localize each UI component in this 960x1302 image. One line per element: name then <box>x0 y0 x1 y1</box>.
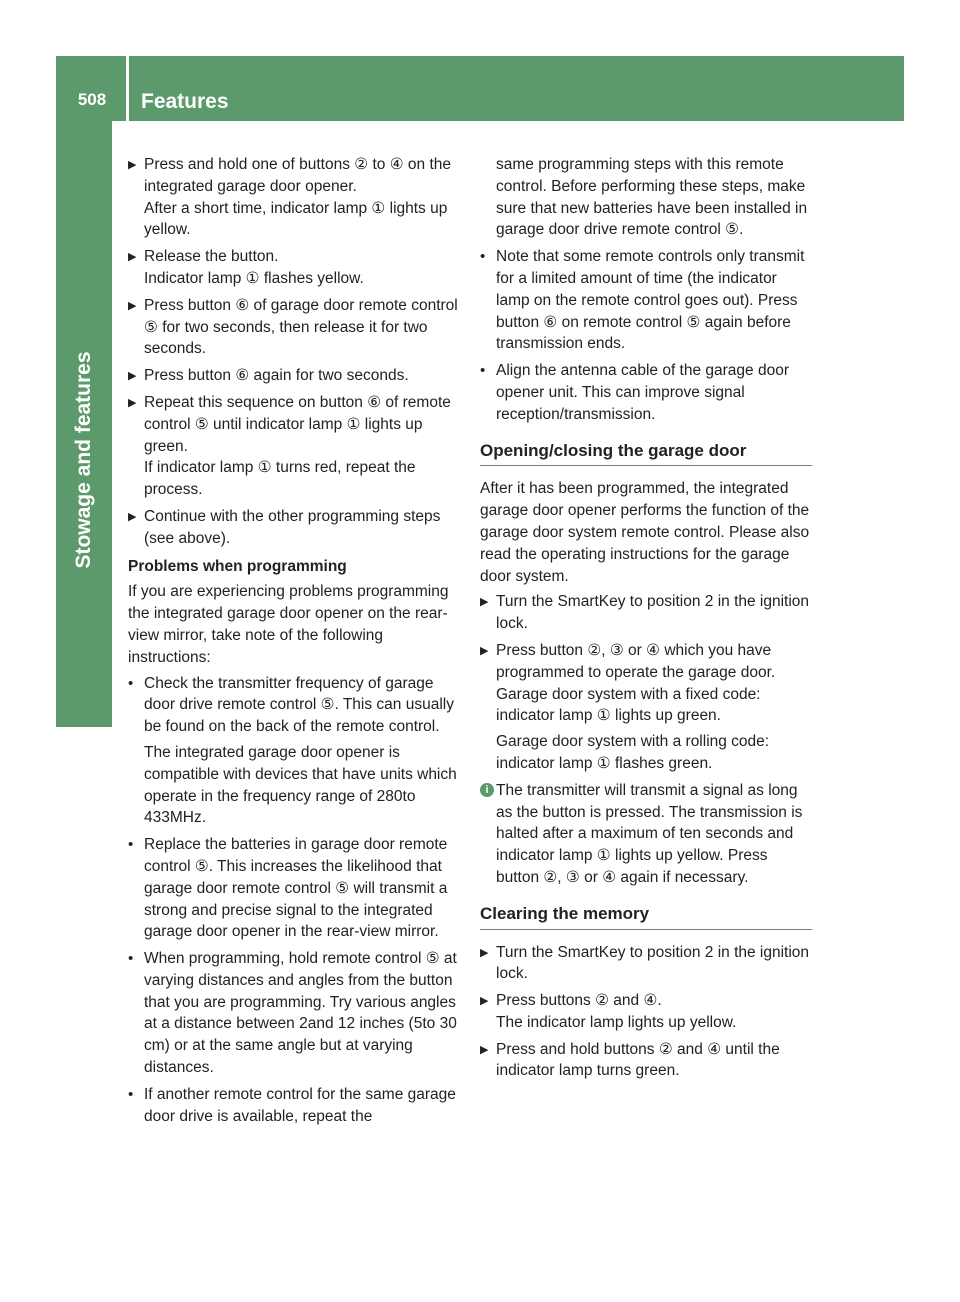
arrow-icon: ▶ <box>128 251 137 264</box>
bullet-item: • Check the transmitter frequency of garage door drive remote control ⑤. This can usually be found on the back of the remote control. The integrated garage door opener is compatible with devices that have units which operate in the frequency range of 280to 433MHz. <box>128 674 457 827</box>
step-item: ▶ Turn the SmartKey to position 2 in the ignition lock. <box>480 943 810 983</box>
info-icon: i <box>480 783 494 797</box>
bullet-item: • Replace the batteries in garage door remote control ⑤. This increases the likelihood that garage door remote control ⑤ will transmit a strong and precise signal to the integrated garage door opener in the rear-view mirror. <box>128 836 448 941</box>
problems-list <box>128 673 460 1128</box>
side-tab-label: Stowage and features <box>72 351 95 569</box>
bullet-item: • Align the antenna cable of the garage door opener unit. This can improve signal reception/transmission. <box>480 362 790 423</box>
bullet-icon: • <box>480 362 486 380</box>
bullet-item-continued: same programming steps with this remote control. Before performing these steps, make sure that new batteries have been installed in garage door drive remote control ⑤. <box>496 156 808 239</box>
bullet-item: • If another remote control for the same garage door drive is available, repeat the <box>128 1085 456 1125</box>
right-column <box>480 154 812 1087</box>
step-item: ▶ Press and hold buttons ② and ④ until the indicator lamp turns green. <box>480 1040 780 1080</box>
bullet-icon: • <box>480 248 486 266</box>
clearing-heading: Clearing the memory <box>480 903 812 930</box>
header-divider <box>126 56 129 121</box>
arrow-icon: ▶ <box>480 995 489 1008</box>
step-item: ▶ Release the button. Indicator lamp ① flashes yellow. <box>128 248 364 287</box>
arrow-icon: ▶ <box>128 510 137 523</box>
step-item: ▶ Press and hold one of buttons ② to ④ on the integrated garage door opener. After a short time, indicator lamp ① lights up yellow. <box>128 156 451 239</box>
bullet-icon: • <box>128 1085 134 1103</box>
arrow-icon: ▶ <box>128 159 137 171</box>
side-tab-marker <box>56 662 112 727</box>
info-note: i The transmitter will transmit a signal as long as the button is pressed. The transmission is halted after a maximum of ten seconds and indicator lamp ① lights up yellow. Press button ②, ③ or ④ again if necessary. <box>480 780 812 889</box>
page-number: 508 <box>77 90 107 109</box>
bullet-item: • Note that some remote controls only transmit for a limited amount of time (the indicator lamp on the remote control goes out). Press button ⑥ on remote control ⑤ again before transmission ends. <box>480 248 805 353</box>
arrow-icon: ▶ <box>128 396 137 409</box>
step-item: ▶ Press button ⑥ of garage door remote control ⑤ for two seconds, then release it for two seconds. <box>128 296 458 358</box>
bullet-icon: • <box>128 950 134 968</box>
bullet-icon: • <box>128 836 134 854</box>
step-item: ▶ Press button ⑥ again for two seconds. <box>128 365 460 387</box>
arrow-icon: ▶ <box>480 1043 489 1056</box>
step-item: ▶ Continue with the other programming steps (see above). <box>128 507 441 547</box>
step-item: ▶ Press button ②, ③ or ④ which you have programmed to operate the garage door. Garage door system with a fixed code: indicator lamp ① lights up green. Garage door system with a rolling code: indicator lamp ① flashes green. <box>480 641 776 772</box>
arrow-icon: ▶ <box>480 644 489 657</box>
left-column <box>128 154 460 1132</box>
step-item: ▶ Repeat this sequence on button ⑥ of remote control ⑤ until indicator lamp ① lights up green. If indicator lamp ① turns red, repeat the process. <box>128 393 451 499</box>
step-item: ▶ Turn the SmartKey to position 2 in the ignition lock. <box>480 593 810 633</box>
opening-heading: Opening/closing the garage door <box>480 440 812 467</box>
bullet-icon: • <box>128 674 134 692</box>
bullet-item: • When programming, hold remote control ⑤ at varying distances and angles from the button that you are programming. Try various angles at a distance between 2and 12 inches (5to 30 cm) or at the same angle but at varying distances. <box>128 950 457 1077</box>
arrow-icon: ▶ <box>480 946 489 959</box>
arrow-icon: ▶ <box>480 596 489 609</box>
problems-heading: Problems when programming <box>128 557 347 575</box>
problems-intro: If you are experiencing problems programming the integrated garage door opener on the rear-view mirror, take note of the following instructions: <box>128 583 449 666</box>
opening-intro: After it has been programmed, the integrated garage door opener performs the function of the garage door system remote control. Please also read the operating instructions for the garage door system. <box>480 480 810 585</box>
arrow-icon: ▶ <box>128 370 137 383</box>
step-item: ▶ Press buttons ② and ④. The indicator lamp lights up yellow. <box>480 992 737 1031</box>
arrow-icon: ▶ <box>128 299 137 312</box>
programming-steps <box>128 154 460 550</box>
section-title: Features <box>141 90 229 113</box>
